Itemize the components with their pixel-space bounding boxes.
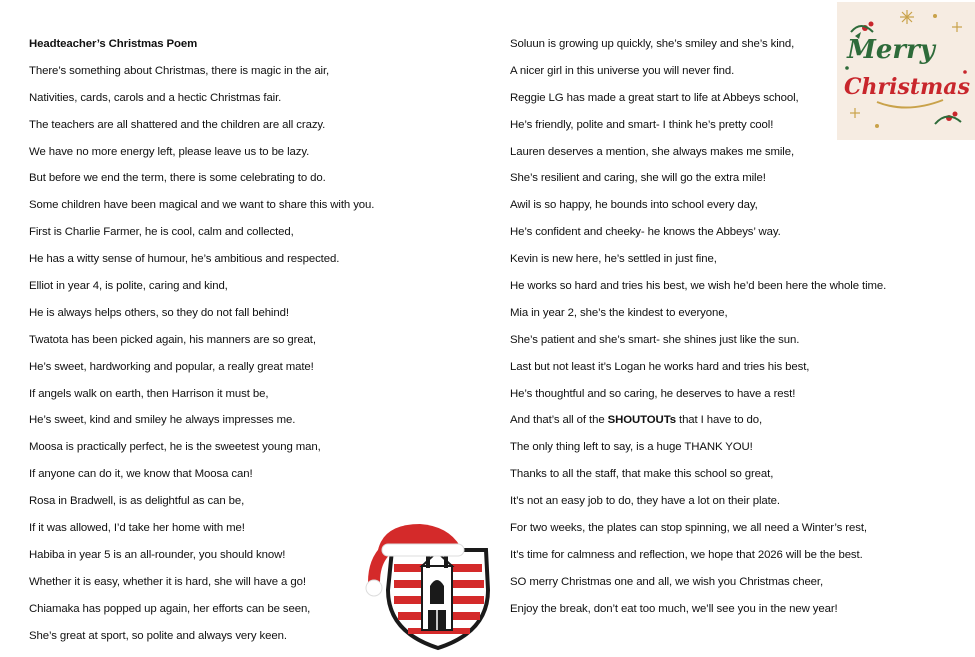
poem-line: Soluun is growing up quickly, she’s smiley and she’s kind, — [510, 38, 795, 50]
poem-line: Reggie LG has made a great start to life at Abbeys school, — [510, 91, 799, 104]
star-icon — [933, 14, 937, 18]
poem-line: He’s confident and cheeky- he knows the Abbeys’ way. — [510, 226, 781, 239]
gold-swirl-icon — [877, 100, 943, 108]
poem-line: If it was allowed, I’d take her home with me! — [29, 522, 245, 535]
shoutout-before: And that’s all of the — [510, 414, 608, 427]
poem-line: The teachers are all shattered and the children are all crazy. — [29, 118, 326, 131]
poem-line: Habiba in year 5 is an all-rounder, you should know! — [29, 548, 286, 561]
poem-line: He’s friendly, polite and smart- I think he’s pretty cool! — [510, 118, 774, 131]
poem-line: He’s sweet, kind and smiley he always impresses me. — [29, 414, 296, 427]
poem-line: For two weeks, the plates can stop spinning, we all need a Winter’s rest, — [510, 522, 867, 535]
poem-line: It’s time for calmness and reflection, we hope that 2026 will be the best. — [510, 548, 863, 561]
school-crest-image — [364, 520, 494, 652]
shoutout-after: that I have to do, — [675, 414, 763, 427]
poem-line: Whether it is easy, whether it is hard, she will have a go! — [29, 575, 306, 588]
shoutouts-bold: SHOUTOUTs — [607, 414, 676, 427]
poem-line: Kevin is new here, he’s settled in just fine, — [510, 253, 717, 266]
abbey-building-icon — [422, 552, 452, 630]
poem-line: But before we end the term, there is some celebrating to do. — [29, 172, 326, 185]
poem-title: Headteacher’s Christmas Poem — [29, 38, 198, 50]
poem-line-shoutouts — [510, 412, 950, 439]
poem-line: Some children have been magical and we want to share this with you. — [29, 199, 375, 212]
poem-line: Chiamaka has popped up again, her efforts can be seen, — [29, 602, 311, 615]
poem-line: We have no more energy left, please leave us to be lazy. — [29, 145, 310, 158]
card-text-merry: Merry — [847, 35, 935, 65]
poem-line: Elliot in year 4, is polite, caring and kind, — [29, 280, 228, 293]
poem-line: Last but not least it’s Logan he works hard and tries his best, — [510, 360, 810, 373]
poem-line: She’s patient and she’s smart- she shines just like the sun. — [510, 333, 800, 346]
poem-line: She’s resilient and caring, she will go the extra mile! — [510, 172, 766, 185]
poem-line: SO merry Christmas one and all, we wish you Christmas cheer, — [510, 575, 824, 588]
star-icon — [875, 124, 879, 128]
star-icon — [845, 66, 849, 70]
poem-line: There’s something about Christmas, there is magic in the air, — [29, 64, 330, 77]
poem-line: Nativities, cards, carols and a hectic Christmas fair. — [29, 91, 282, 104]
poem-line: Awil is so happy, he bounds into school every day, — [510, 199, 758, 212]
poem-line: He’s thoughtful and so caring, he deserves to have a rest! — [510, 387, 796, 400]
poem-line: Twatota has been picked again, his manners are so great, — [29, 333, 316, 346]
poem-line: If angels walk on earth, then Harrison it must be, — [29, 387, 269, 400]
merry-christmas-art — [837, 2, 975, 140]
poem-line: Rosa in Bradwell, is as delightful as can be, — [29, 495, 245, 508]
poem-line: She’s great at sport, so polite and always very keen. — [29, 629, 287, 642]
poem-line: He’s sweet, hardworking and popular, a really great mate! — [29, 360, 314, 373]
school-crest-santa-hat-icon — [364, 520, 494, 652]
merry-christmas-image — [837, 2, 975, 140]
poem-line: Enjoy the break, don’t eat too much, we’ll see you in the new year! — [510, 602, 838, 615]
poem-line: A nicer girl in this universe you will never find. — [510, 64, 735, 77]
poem-line: Mia in year 2, she’s the kindest to everyone, — [510, 306, 728, 319]
poem-line: He is always helps others, so they do not fall behind! — [29, 306, 289, 319]
poem-line: Moosa is practically perfect, he is the sweetest young man, — [29, 441, 321, 454]
poem-line: If anyone can do it, we know that Moosa can! — [29, 468, 253, 481]
poem-line: He works so hard and tries his best, we wish he’d been here the whole time. — [510, 280, 887, 293]
poem-line: The only thing left to say, is a huge THANK YOU! — [510, 441, 753, 454]
card-text-christmas: Christmas — [844, 74, 970, 100]
poem-line: Lauren deserves a mention, she always makes me smile, — [510, 145, 795, 158]
poem-line: Thanks to all the staff, that make this school so great, — [510, 468, 774, 481]
poem-line: He has a witty sense of humour, he’s ambitious and respected. — [29, 253, 340, 266]
poem-line: It’s not an easy job to do, they have a lot on their plate. — [510, 495, 780, 508]
poem-line: First is Charlie Farmer, he is cool, calm and collected, — [29, 226, 294, 239]
